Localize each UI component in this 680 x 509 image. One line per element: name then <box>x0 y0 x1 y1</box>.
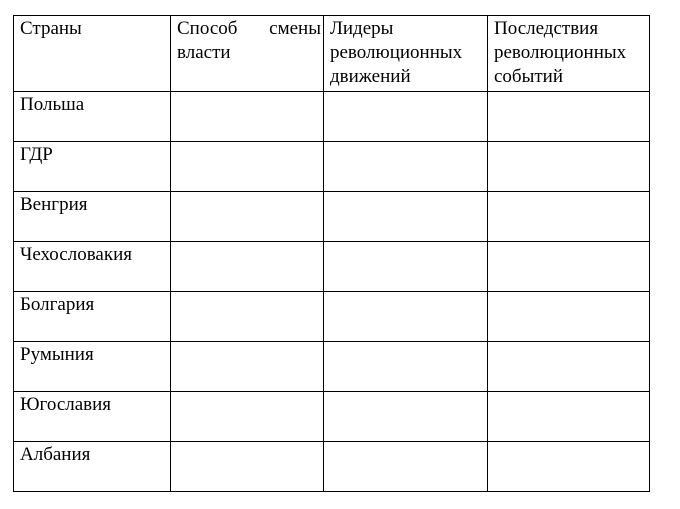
empty-cell[interactable] <box>324 242 488 292</box>
empty-cell[interactable] <box>324 292 488 342</box>
table-row <box>14 142 650 192</box>
header-revolution-leaders-line-1: Лидеры <box>330 18 394 39</box>
table-row <box>14 242 650 292</box>
table-row <box>14 192 650 242</box>
empty-cell[interactable] <box>171 192 324 242</box>
country-cell: Албания <box>14 442 171 492</box>
empty-cell[interactable] <box>324 192 488 242</box>
table-row <box>14 392 650 442</box>
header-revolution-consequences <box>488 16 650 92</box>
table-row <box>14 292 650 342</box>
empty-cell[interactable] <box>171 292 324 342</box>
empty-cell[interactable] <box>171 442 324 492</box>
header-revolution-leaders <box>324 16 488 92</box>
table-row <box>14 342 650 392</box>
empty-cell[interactable] <box>324 442 488 492</box>
country-cell: ГДР <box>14 142 171 192</box>
country-cell: Югославия <box>14 392 171 442</box>
country-cell: Болгария <box>14 292 171 342</box>
country-cell: Румыния <box>14 342 171 392</box>
empty-cell[interactable] <box>488 92 650 142</box>
empty-cell[interactable] <box>324 92 488 142</box>
header-power-change-method-line-2: власти <box>177 42 231 63</box>
empty-cell[interactable] <box>171 392 324 442</box>
header-revolution-leaders-line-2: революционных <box>330 42 463 63</box>
empty-cell[interactable] <box>488 392 650 442</box>
header-power-change-method <box>171 16 324 92</box>
empty-cell[interactable] <box>488 292 650 342</box>
empty-cell[interactable] <box>171 242 324 292</box>
empty-cell[interactable] <box>488 342 650 392</box>
header-revolution-consequences-line-3: событий <box>494 66 564 87</box>
empty-cell[interactable] <box>324 392 488 442</box>
header-revolution-consequences-line-2: революционных <box>494 42 627 63</box>
empty-cell[interactable] <box>488 192 650 242</box>
table-row <box>14 92 650 142</box>
empty-cell[interactable] <box>171 342 324 392</box>
header-power-change-method-line-1: Способ смены <box>177 18 321 39</box>
header-countries: Страны <box>14 16 171 92</box>
empty-cell[interactable] <box>171 92 324 142</box>
country-cell: Польша <box>14 92 171 142</box>
empty-cell[interactable] <box>488 142 650 192</box>
empty-cell[interactable] <box>324 342 488 392</box>
empty-cell[interactable] <box>488 442 650 492</box>
table-row <box>14 442 650 492</box>
header-revolution-leaders-line-3: движений <box>330 66 411 87</box>
header-row <box>14 16 650 92</box>
empty-cell[interactable] <box>488 242 650 292</box>
header-revolution-consequences-line-1: Последствия <box>494 18 599 39</box>
country-cell: Венгрия <box>14 192 171 242</box>
countries-table <box>13 15 650 492</box>
empty-cell[interactable] <box>171 142 324 192</box>
empty-cell[interactable] <box>324 142 488 192</box>
country-cell: Чехословакия <box>14 242 171 292</box>
